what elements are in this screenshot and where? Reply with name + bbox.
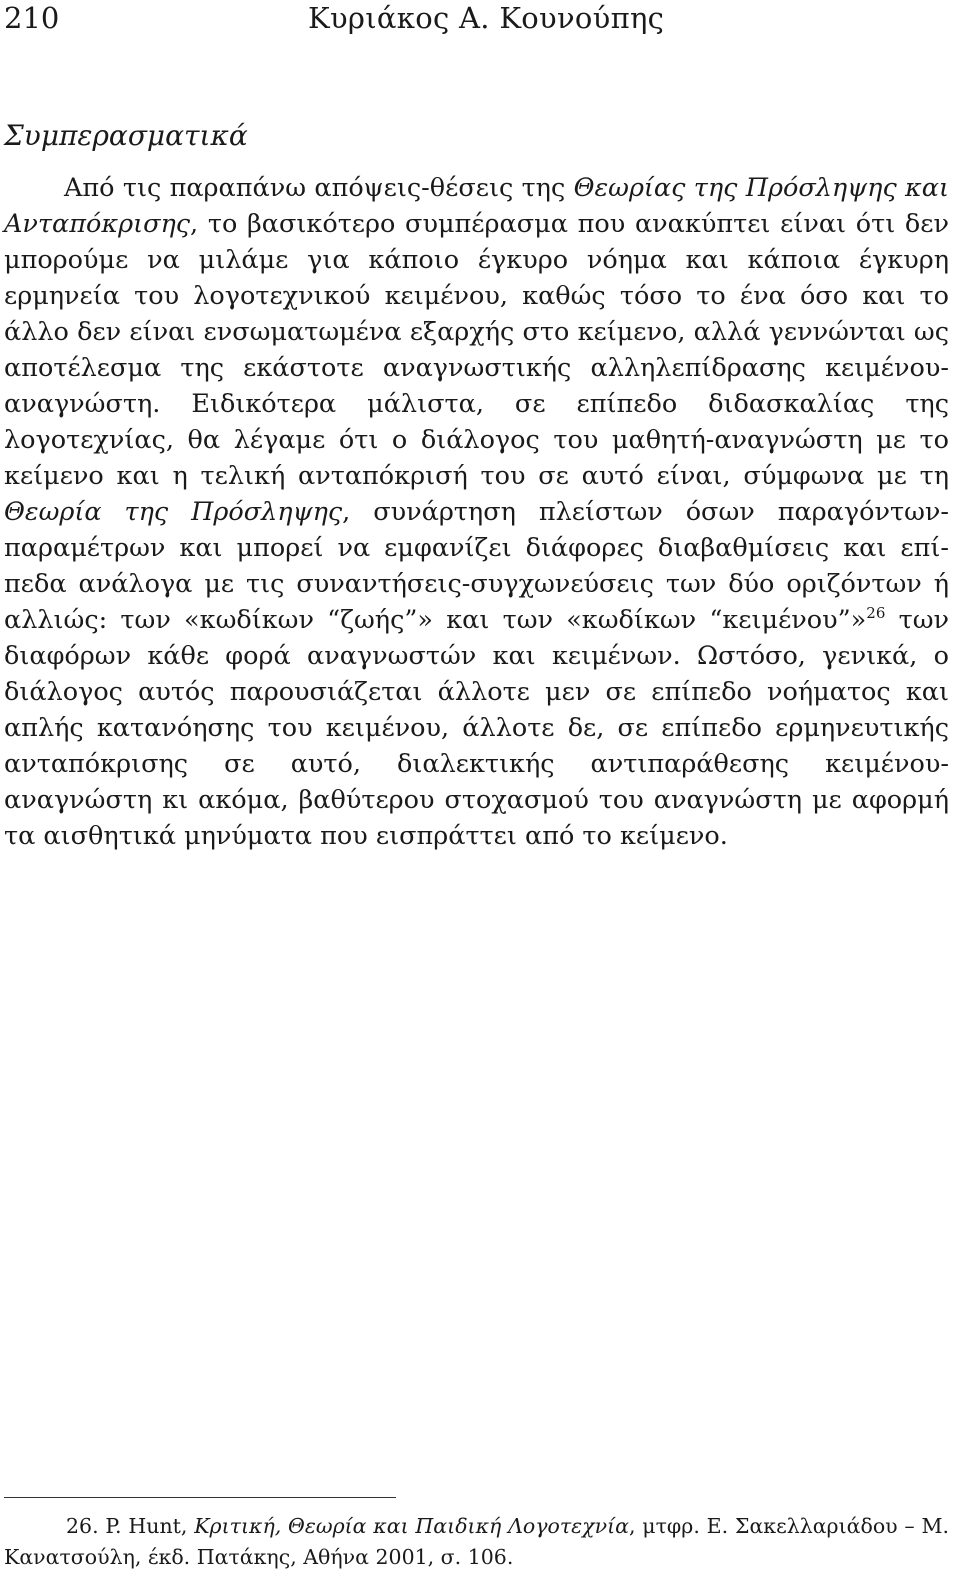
- body-text-segment: Από τις παραπάνω απόψεις-θέσεις της: [64, 173, 574, 203]
- section-title: Συμπερασματικά: [4, 119, 248, 152]
- footnote-text: , μτφρ. Ε. Σακελλαριάδου – Μ. Κανατσούλη, έκδ. Πατάκης, Αθήνα 2001, σ. 106.: [4, 1514, 949, 1569]
- body-italic-title: Θεωρία της Πρόσληψης: [4, 497, 343, 527]
- page-header: [0, 0, 960, 40]
- body-text-segment: των διαφόρων κάθε φορά αναγνωστών και κειμένων. Ωστόσο, γενικά, ο διάλογος αυτός παρουσιάζεται άλλοτε μεν σε επίπεδο νοήματος και απλής κατανόησης του κειμένου, άλλοτε δε, σε επίπεδο ερμηνευτικής ανταπόκρισης σε αυτό, διαλεκτικής αντιπαράθεσης κειμένου-αναγνώστη κι ακόμα, βαθύτερου στοχασμού του αναγνώστη με αφορμή τα αισθητικά μηνύματα που εισπράττει από το κείμενο.: [4, 605, 950, 851]
- footnote-divider: [4, 1497, 396, 1498]
- running-head: Κυριάκος Α. Κουνούπης: [308, 1, 665, 35]
- body-text-segment: , το βασικότερο συμπέρασμα που ανακύπτει είναι ότι δεν μπορούμε να μιλάμε για κάποιο έγκυρο νόημα και κάποια έγκυρη ερμηνεία του λογοτεχνικού κειμένου, καθώς τόσο το ένα όσο και το άλλο δεν είναι ενσωματωμένα εξαρχής στο κείμενο, αλλά γεννώνται ως αποτέλεσμα της εκάστοτε αναγνωστικής αλληλεπίδρασης κειμένου-αναγνώστη. Ειδικότερα μάλιστα, σε επίπεδο διδασκαλίας της λογοτεχνίας, θα λέγαμε ότι ο διάλογος του μαθητή-αναγνώστη με το κείμενο και η τελική ανταπόκρισή του σε αυτό είναι, σύμφωνα με τη: [4, 209, 949, 491]
- footnote: [4, 1511, 949, 1573]
- body-paragraph: [4, 170, 949, 854]
- page-number: 210: [4, 1, 60, 35]
- footnote-reference: 26: [866, 604, 886, 622]
- footnote-book-title: Κριτική, Θεωρία και Παιδική Λογοτεχνία: [194, 1514, 629, 1538]
- body-italic-title: Θεωρίας της Πρόσληψης και Ανταπόκρισης: [4, 173, 949, 239]
- footnote-text: 26. P. Hunt,: [66, 1514, 195, 1538]
- body-text-segment: , συνάρτηση πλείστων όσων παραγόντων-παραμέτρων και μπορεί να εμφανίζει διάφορες διαβαθμίσεις και επίπεδα ανάλογα με τις συναντήσεις-συγχωνεύσεις των δύο οριζόντων ή αλλιώς: των «κωδίκων “ζωής”» και των «κωδίκων “κειμένου”»: [4, 497, 950, 635]
